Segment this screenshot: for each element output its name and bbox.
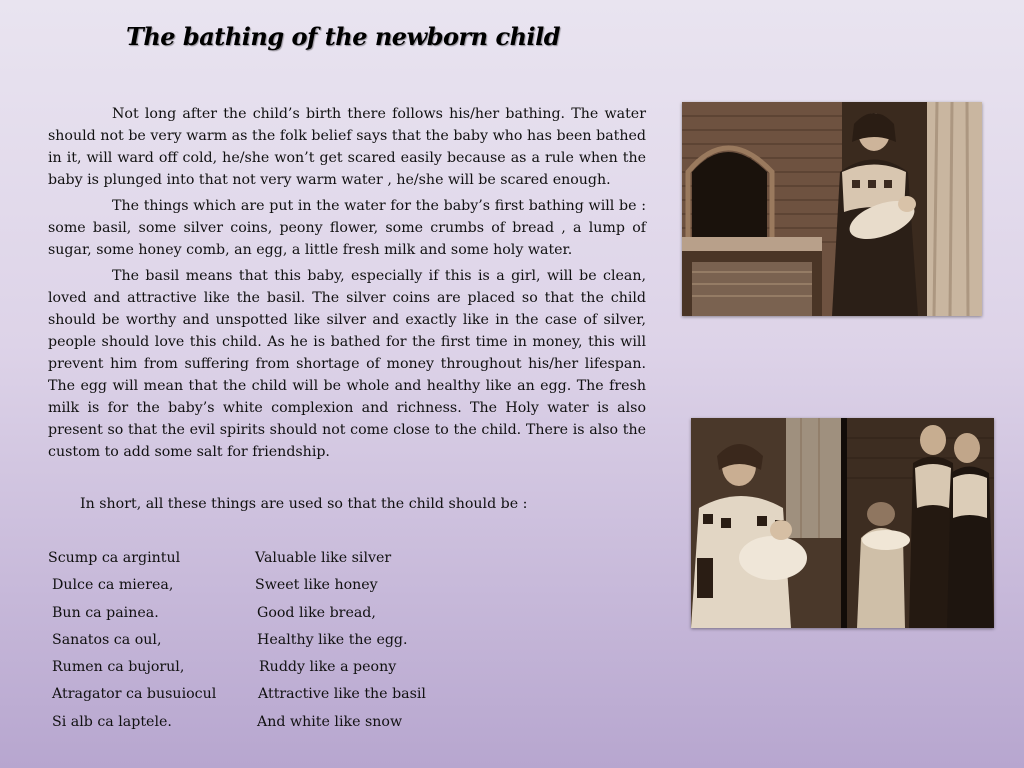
saying-romanian: Scump ca argintul — [48, 550, 181, 566]
paragraph-meanings: The basil means that this baby, especially if this is a girl, will be clean, loved and attractive like the basil. The silver coins are placed so that the child should be worthy and unspotted like silver and exactly like in the case of silver, people should love this child. As he is bathed for the first time in money, this will prevent him from suffering from shortage of money throughout his/her lifespan. The egg will mean that the child will be whole and healthy like an egg. The fresh milk is for the baby’s white complexion and richness. The Holy water is also present so that the evil spirits should not come close to the child. There is also the custom to add some salt for friendship. — [48, 268, 646, 460]
slide-title: The bathing of the newborn child — [126, 22, 561, 51]
saying-english: Attractive like the basil — [258, 686, 426, 703]
saying-list — [48, 550, 426, 741]
saying-english: Healthy like the egg. — [257, 631, 408, 648]
photo-women-in-folk-costume-with-baby — [691, 418, 994, 628]
saying-row — [48, 714, 426, 741]
paragraph-bathing: Not long after the child’s birth there follows his/her bathing. The water should not be very warm as the folk belief says that the baby who has been bathed in it, will ward off cold, he/she won’t get scared easily because as a rule when the baby is plunged into that not very warm water , he/she will be scared enough. — [48, 106, 646, 188]
photo-woman-holding-swaddled-baby-by-fireplace — [682, 102, 982, 316]
body-text — [48, 103, 646, 467]
saying-english: And white like snow — [257, 713, 403, 730]
saying-english: Sweet like honey — [255, 577, 378, 594]
saying-row — [48, 632, 426, 659]
saying-romanian: Sanatos ca oul, — [52, 631, 162, 648]
saying-row — [48, 577, 426, 604]
saying-romanian: Si alb ca laptele. — [52, 713, 172, 730]
summary-line: In short, all these things are used so that the child should be : — [80, 496, 528, 512]
saying-romanian: Bun ca painea. — [52, 604, 159, 621]
saying-romanian: Atragator ca busuiocul — [52, 686, 217, 703]
saying-romanian: Rumen ca bujorul, — [52, 659, 185, 676]
saying-row — [48, 686, 426, 713]
saying-english: Good like bread, — [257, 604, 376, 621]
saying-english: Valuable like silver — [255, 550, 392, 566]
paragraph-water-items: The things which are put in the water for the baby’s first bathing will be : some basil, some silver coins, peony flower, some crumbs of bread , a lump of sugar, some honey comb, an egg, a little fresh milk and some holy water. — [48, 198, 646, 258]
saying-row — [48, 605, 426, 632]
saying-row — [48, 550, 426, 577]
saying-row — [48, 659, 426, 686]
saying-english: Ruddy like a peony — [259, 659, 397, 676]
saying-romanian: Dulce ca mierea, — [52, 577, 174, 594]
